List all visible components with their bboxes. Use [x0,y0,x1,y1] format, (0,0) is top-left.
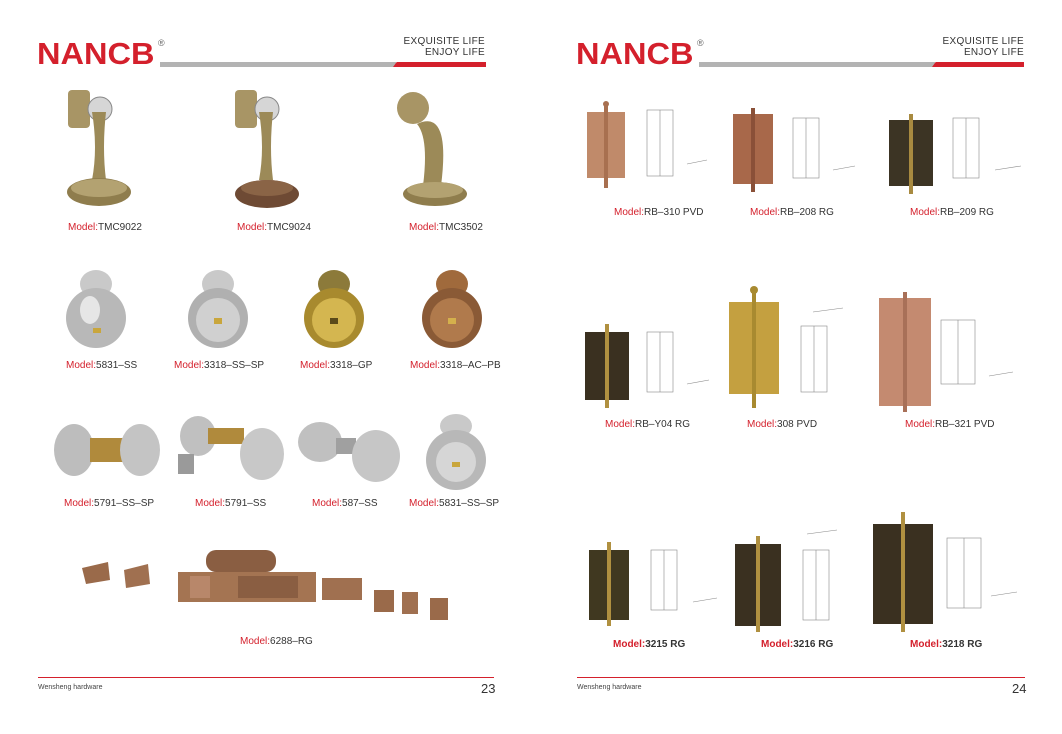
hinge-image [585,100,627,192]
product-caption: Model:587–SS [312,498,378,509]
knob-lock-image [302,264,366,352]
door-stopper-image [395,88,475,212]
hinge-drawing [785,112,857,184]
page-number: 23 [481,681,496,696]
footer-rule [577,677,1025,678]
door-bolt-set-image [78,540,468,630]
tagline-line-2: ENJOY LIFE [963,47,1024,58]
hinge-drawing [939,532,1019,616]
door-stopper-image [231,88,303,212]
product-caption: Model:RB–208 RG [750,207,834,218]
hinge-image [583,322,631,410]
hinge-drawing [943,112,1023,184]
product-caption: Model:3318–SS–SP [174,360,265,371]
product-caption: Model:RB–Y04 RG [605,419,691,430]
product-caption: Model:3215 RG [613,639,686,650]
header-rule-red [932,62,1024,67]
door-stopper-image [62,88,134,212]
product-caption: Model:5831–SS–SP [409,498,500,509]
hinge-drawing [787,526,859,628]
tagline-line-1: EXQUISITE LIFE [942,36,1024,47]
page-number: 24 [1012,681,1027,696]
hinge-image [727,286,781,410]
knob-lock-image [186,264,250,352]
product-caption: Model:3318–AC–PB [410,360,501,371]
product-caption: Model:TMC3502 [409,222,483,233]
product-caption: Model:6288–RG [240,636,313,647]
hinge-drawing [637,104,709,184]
knob-lock-image [64,264,128,352]
registered-mark: ® [697,38,704,48]
hinge-image [871,510,935,634]
product-caption: Model:TMC9024 [237,222,311,233]
product-caption: Model:5791–SS–SP [64,498,155,509]
brand-logo: NANCB [576,36,694,71]
product-caption: Model:5831–SS [66,360,138,371]
product-caption: Model:RB–321 PVD [905,419,995,430]
catalog-page-right [531,0,1062,734]
hinge-image [587,540,631,628]
header-rule-red [393,62,486,67]
header-rule-grey [160,62,396,67]
cylindrical-lock-image [424,408,488,492]
brand-logo: NANCB [37,36,155,71]
hinge-image [731,108,775,192]
hinge-drawing [793,306,865,398]
knob-lock-image [420,264,484,352]
tagline-line-2: ENJOY LIFE [424,47,485,58]
header-rule-grey [699,62,935,67]
cylindrical-lock-image [52,414,162,486]
tagline-line-1: EXQUISITE LIFE [403,36,485,47]
cylindrical-lock-image [176,410,286,490]
hinge-drawing [935,316,1015,394]
footer-rule [38,677,494,678]
hinge-drawing [639,326,711,398]
product-caption: Model:TMC9022 [68,222,142,233]
product-caption: Model:3218 RG [910,639,983,650]
cylindrical-lock-image [296,412,402,488]
hinge-image [733,534,783,634]
product-caption: Model:RB–209 RG [910,207,994,218]
product-caption: Model:5791–SS [195,498,267,509]
hinge-image [877,292,933,412]
product-caption: Model:308 PVD [747,419,818,430]
footer-company: Wensheng hardware [38,684,103,691]
product-caption: Model:3318–GP [300,360,373,371]
footer-company: Wensheng hardware [577,684,642,691]
product-caption: Model:RB–310 PVD [614,207,704,218]
hinge-image [887,110,935,196]
hinge-drawing [643,544,719,616]
registered-mark: ® [158,38,165,48]
product-caption: Model:3216 RG [761,639,834,650]
